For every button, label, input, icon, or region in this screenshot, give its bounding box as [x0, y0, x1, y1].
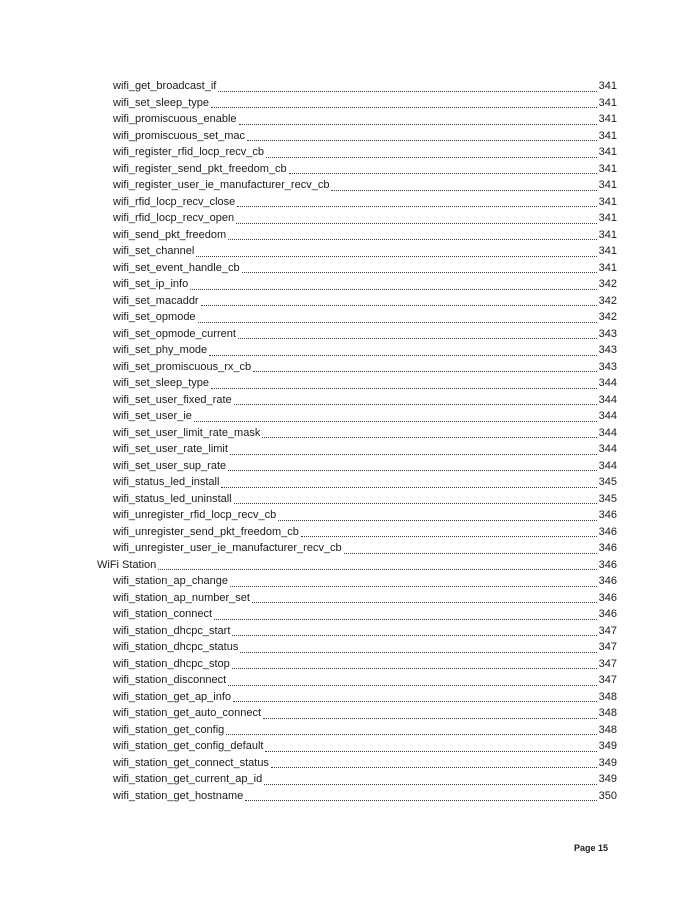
toc-entry-label: wifi_set_channel [113, 245, 195, 257]
toc-entry-row[interactable] [97, 343, 617, 360]
toc-entry-label: wifi_set_ip_info [113, 278, 189, 290]
toc-entry-label: wifi_send_pkt_freedom [113, 228, 227, 241]
toc-entry-row[interactable] [97, 756, 617, 773]
toc-entry-label: wifi_set_user_rate_limit [113, 443, 228, 455]
toc-entry-label: wifi_set_phy_mode [113, 344, 208, 356]
toc-entry-label: wifi_register_send_pkt_freedom_cb [113, 162, 287, 175]
toc-entry-label: wifi_get_broadcast_if [113, 80, 217, 92]
dot-leader [245, 789, 596, 802]
toc-entry-page-number: 341 [598, 179, 617, 191]
toc-entry-row[interactable] [97, 591, 617, 608]
toc-entry-label: wifi_station_ap_change [113, 575, 228, 587]
dot-leader [232, 657, 597, 670]
toc-entry-page-number: 346 [598, 575, 617, 587]
dot-leader [265, 739, 596, 752]
dot-leader [211, 376, 597, 389]
toc-entry-row[interactable] [97, 426, 617, 443]
dot-leader [190, 277, 596, 290]
toc-entry-label: wifi_status_led_uninstall [113, 492, 232, 505]
toc-section-row[interactable] [97, 558, 617, 575]
toc-entry-page-number: 348 [598, 707, 617, 719]
toc-entry-page-number: 349 [598, 756, 617, 769]
dot-leader [209, 343, 596, 356]
toc-entry-page-number: 346 [598, 542, 617, 554]
toc-entry-label: wifi_set_sleep_type [113, 377, 210, 389]
toc-entry-label: wifi_station_get_connect_status [113, 756, 269, 769]
toc-entry-page-number: 344 [598, 426, 617, 439]
toc-entry-label: wifi_station_dhcpc_start [113, 624, 231, 637]
dot-leader [234, 393, 597, 406]
toc-entry-page-number: 344 [598, 410, 617, 422]
toc-entry-page-number: 341 [598, 261, 617, 274]
toc-entry-label: wifi_promiscuous_enable [113, 113, 237, 125]
toc-entry-label: wifi_station_dhcpc_stop [113, 657, 230, 670]
toc-entry-row[interactable] [97, 508, 617, 525]
toc-entry-row[interactable] [97, 129, 617, 146]
dot-leader [253, 360, 596, 373]
dot-leader [263, 706, 597, 719]
toc-entry-page-number: 342 [598, 278, 617, 290]
toc-entry-page-number: 343 [598, 360, 617, 373]
toc-entry-label: wifi_register_user_ie_manufacturer_recv_cb [113, 179, 330, 191]
toc-entry-label: wifi_set_opmode_current [113, 327, 236, 340]
toc-entry-row[interactable] [97, 525, 617, 542]
toc-entry-row[interactable] [97, 327, 617, 344]
dot-leader [211, 96, 597, 109]
toc-entry-page-number: 341 [598, 96, 617, 109]
toc-entry-page-number: 341 [598, 228, 617, 241]
toc-entry-row[interactable] [97, 624, 617, 641]
dot-leader [230, 442, 597, 455]
dot-leader [238, 327, 597, 340]
toc-entry-label: wifi_set_promiscuous_rx_cb [113, 360, 252, 373]
dot-leader [278, 508, 596, 521]
toc-entry-page-number: 342 [598, 311, 617, 323]
toc-entry-page-number: 349 [598, 740, 617, 752]
dot-leader [228, 673, 597, 686]
dot-leader [201, 294, 597, 307]
toc-entry-page-number: 347 [598, 624, 617, 637]
dot-leader [228, 459, 597, 472]
dot-leader [226, 723, 596, 736]
dot-leader [301, 525, 597, 538]
toc-entry-label: wifi_register_rfid_locp_recv_cb [113, 146, 265, 158]
dot-leader [233, 690, 597, 703]
toc-entry-label: wifi_set_macaddr [113, 294, 199, 307]
toc-entry-row[interactable] [97, 442, 617, 459]
toc-entry-row[interactable] [97, 277, 617, 294]
toc-entry-page-number: 341 [598, 80, 617, 92]
toc-entry-page-number: 350 [598, 789, 617, 802]
toc-entry-row[interactable] [97, 706, 617, 723]
toc-entry-page-number: 342 [598, 294, 617, 307]
toc-entry-row[interactable] [97, 492, 617, 509]
toc-entry-page-number: 344 [598, 377, 617, 389]
toc-entry-label: wifi_set_user_ie [113, 410, 192, 422]
toc-entry-row[interactable] [97, 211, 617, 228]
toc-entry-page-number: 341 [598, 162, 617, 175]
toc-entry-row[interactable] [97, 739, 617, 756]
toc-entry-row[interactable] [97, 244, 617, 261]
toc-entry-row[interactable] [97, 79, 617, 96]
toc-entry-row[interactable] [97, 640, 617, 657]
dot-leader [289, 162, 597, 175]
toc-entry-label: wifi_set_user_fixed_rate [113, 393, 232, 406]
dot-leader [242, 261, 597, 274]
dot-leader [252, 591, 597, 604]
toc-entry-page-number: 344 [598, 459, 617, 472]
toc-entry-page-number: 349 [598, 773, 617, 785]
toc-entry-row[interactable] [97, 228, 617, 245]
dot-leader [194, 409, 597, 422]
toc-entry-row[interactable] [97, 723, 617, 740]
toc-entry-label: wifi_set_user_limit_rate_mask [113, 426, 261, 439]
toc-entry-row[interactable] [97, 162, 617, 179]
dot-leader [234, 492, 597, 505]
toc-entry-page-number: 346 [598, 591, 617, 604]
dot-leader [198, 310, 597, 323]
toc-entry-label: wifi_station_get_config_default [113, 740, 264, 752]
toc-entry-page-number: 347 [598, 674, 617, 686]
toc-entry-row[interactable] [97, 310, 617, 327]
toc-entry-label: wifi_unregister_send_pkt_freedom_cb [113, 525, 299, 538]
toc-entry-label: wifi_station_dhcpc_status [113, 641, 239, 653]
dot-leader [344, 541, 597, 554]
toc-entry-row[interactable] [97, 657, 617, 674]
toc-entry-page-number: 341 [598, 212, 617, 224]
toc-entry-label: wifi_station_get_config [113, 723, 225, 736]
dot-leader [239, 112, 597, 125]
toc-entry-label: wifi_set_event_handle_cb [113, 261, 240, 274]
toc-entry-row[interactable] [97, 360, 617, 377]
toc-entry-page-number: 341 [598, 113, 617, 125]
toc-entry-row[interactable] [97, 195, 617, 212]
toc-entry-page-number: 347 [598, 657, 617, 670]
page-number-footer: Page 15 [573, 843, 608, 853]
dot-leader [237, 195, 596, 208]
dot-leader [228, 228, 597, 241]
toc-entry-row[interactable] [97, 673, 617, 690]
toc-entry-row[interactable] [97, 459, 617, 476]
toc-entry-page-number: 345 [598, 476, 617, 488]
toc-entry-page-number: 341 [598, 195, 617, 208]
dot-leader [240, 640, 596, 653]
toc-entry-row[interactable] [97, 789, 617, 806]
toc-entry-label: WiFi Station [97, 558, 157, 571]
dot-leader [221, 475, 596, 488]
dot-leader [264, 772, 596, 785]
toc-list [97, 79, 617, 805]
toc-entry-label: wifi_station_get_hostname [113, 789, 244, 802]
toc-entry-page-number: 346 [598, 525, 617, 538]
toc-entry-row[interactable] [97, 475, 617, 492]
toc-entry-row[interactable] [97, 112, 617, 129]
toc-entry-page-number: 345 [598, 492, 617, 505]
toc-entry-label: wifi_set_sleep_type [113, 96, 210, 109]
toc-entry-page-number: 343 [598, 344, 617, 356]
toc-entry-label: wifi_rfid_locp_recv_close [113, 195, 236, 208]
toc-entry-label: wifi_unregister_rfid_locp_recv_cb [113, 509, 277, 521]
toc-entry-row[interactable] [97, 178, 617, 195]
toc-entry-page-number: 346 [598, 608, 617, 620]
toc-entry-label: wifi_status_led_install [113, 476, 220, 488]
dot-leader [214, 607, 597, 620]
toc-entry-page-number: 346 [598, 509, 617, 521]
toc-entry-label: wifi_set_user_sup_rate [113, 459, 227, 472]
toc-entry-label: wifi_station_disconnect [113, 674, 227, 686]
dot-leader [230, 574, 597, 587]
toc-entry-page-number: 341 [598, 245, 617, 257]
dot-leader [262, 426, 596, 439]
dot-leader [236, 211, 597, 224]
toc-entry-page-number: 348 [598, 690, 617, 703]
toc-entry-label: wifi_station_get_auto_connect [113, 707, 261, 719]
toc-entry-row[interactable] [97, 393, 617, 410]
toc-entry-page-number: 344 [598, 443, 617, 455]
toc-entry-row[interactable] [97, 772, 617, 789]
toc-entry-row[interactable] [97, 409, 617, 426]
toc-entry-page-number: 343 [598, 327, 617, 340]
dot-leader [331, 178, 596, 191]
toc-entry-row[interactable] [97, 145, 617, 162]
toc-entry-page-number: 347 [598, 641, 617, 653]
toc-entry-row[interactable] [97, 294, 617, 311]
dot-leader [271, 756, 597, 769]
toc-entry-label: wifi_station_get_ap_info [113, 690, 232, 703]
toc-entry-page-number: 344 [598, 393, 617, 406]
toc-entry-page-number: 341 [598, 146, 617, 158]
toc-entry-row[interactable] [97, 541, 617, 558]
toc-entry-label: wifi_rfid_locp_recv_open [113, 212, 235, 224]
toc-entry-label: wifi_unregister_user_ie_manufacturer_recv_cb [113, 542, 342, 554]
toc-entry-row[interactable] [97, 261, 617, 278]
toc-entry-row[interactable] [97, 690, 617, 707]
toc-entry-page-number: 348 [598, 723, 617, 736]
dot-leader [266, 145, 597, 158]
toc-entry-page-number: 346 [598, 558, 617, 571]
toc-entry-row[interactable] [97, 574, 617, 591]
toc-entry-row[interactable] [97, 96, 617, 113]
dot-leader [158, 558, 596, 571]
toc-entry-label: wifi_set_opmode [113, 311, 196, 323]
dot-leader [218, 79, 596, 92]
toc-entry-page-number: 341 [598, 129, 617, 142]
dot-leader [247, 129, 597, 142]
toc-entry-label: wifi_station_connect [113, 608, 213, 620]
toc-entry-row[interactable] [97, 607, 617, 624]
dot-leader [232, 624, 596, 637]
toc-entry-row[interactable] [97, 376, 617, 393]
dot-leader [196, 244, 596, 257]
toc-entry-label: wifi_station_ap_number_set [113, 591, 250, 604]
toc-entry-label: wifi_promiscuous_set_mac [113, 129, 246, 142]
toc-entry-label: wifi_station_get_current_ap_id [113, 773, 263, 785]
